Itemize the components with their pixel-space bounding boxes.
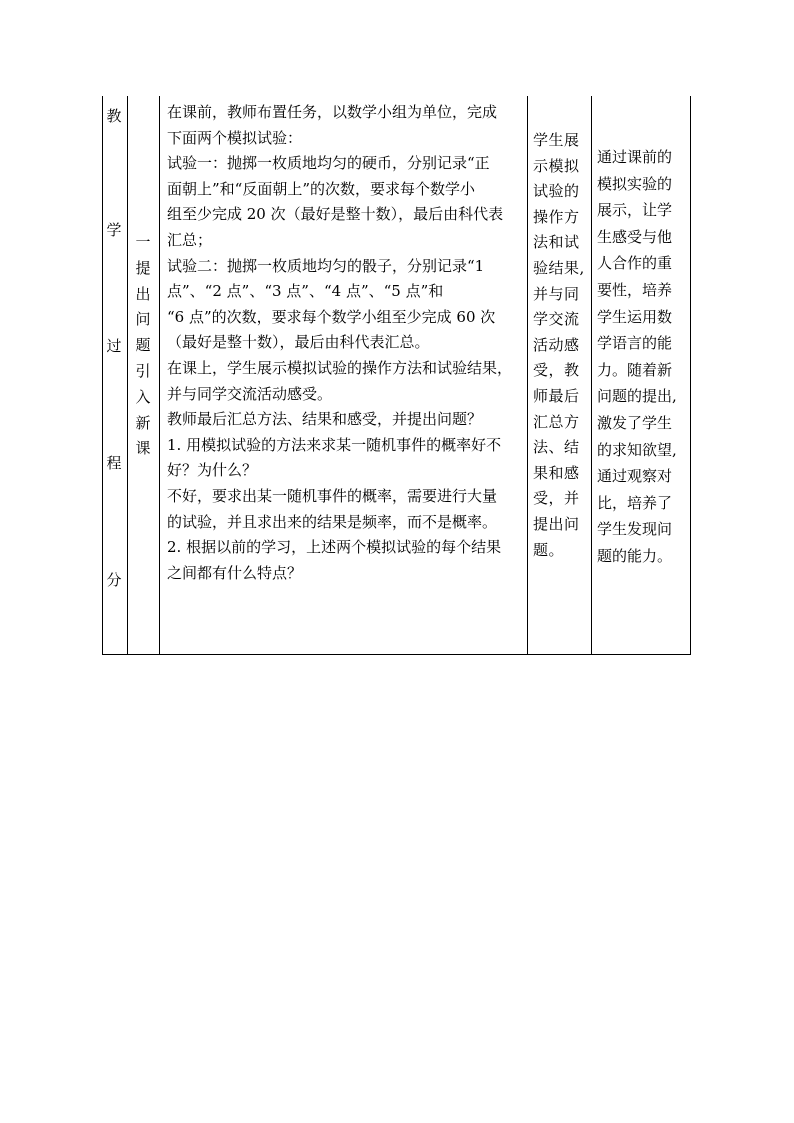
section-label-cell: [128, 230, 158, 462]
intent-line: 通过课前的: [597, 148, 673, 166]
activity-line: 学交流: [533, 310, 580, 329]
section-char: 题: [135, 336, 151, 355]
intent-line: 比，培养了: [597, 493, 673, 512]
intent-line: 通过观察对: [597, 467, 673, 486]
activity-line: 师最后: [533, 386, 580, 405]
stage-char: 过: [106, 337, 122, 355]
content-line: “6 点”的次数，要求每个数学小组至少完成 60 次: [167, 307, 496, 326]
activity-line: 受，并: [533, 489, 580, 508]
section-char: 新: [135, 413, 151, 432]
content-line: 试验二：抛掷一枚质地均匀的骰子，分别记录“1: [167, 256, 485, 275]
intent-line: 学语言的能: [597, 334, 673, 353]
activity-line: 学生展: [533, 131, 580, 149]
content-line: （最好是整十数），最后由科代表汇总。: [167, 333, 430, 352]
section-char: 提: [135, 258, 151, 277]
content-line: 并与同学交流活动感受。: [167, 384, 333, 403]
intent-line: 展示，让学: [597, 201, 673, 220]
content-line: 下面两个模拟试验：: [167, 128, 303, 147]
section-char: 问: [135, 310, 151, 329]
intent-line: 模拟实验的: [597, 174, 673, 193]
intent-line: 题的能力。: [597, 546, 673, 565]
student-activity-cell: [533, 128, 588, 563]
content-line: 组至少完成 20 次（最好是整十数），最后由科代表: [167, 205, 504, 224]
activity-line: 示模拟: [533, 156, 580, 175]
activity-line: 法、结: [533, 438, 580, 457]
content-line: 汇总；: [167, 230, 213, 249]
content-line: 好？为什么？: [167, 461, 258, 480]
table-border-bottom: [102, 654, 691, 655]
content-line: 2. 根据以前的学习，上述两个模拟试验的每个结果: [167, 538, 502, 557]
activity-line: 试验的: [533, 182, 580, 201]
activity-line: 操作方: [533, 207, 580, 226]
stage-char: 学: [106, 221, 122, 239]
stage-char: 教: [106, 107, 122, 125]
content-line: 点”、“2 点”、“3 点”、“4 点”、“5 点”和: [167, 282, 444, 301]
section-char: 一: [135, 233, 151, 251]
table-divider-3: [527, 96, 528, 655]
intent-line: 力。随着新: [597, 360, 673, 379]
activity-line: 汇总方: [533, 412, 580, 431]
activity-line: 并与同: [533, 284, 580, 303]
stage-char: 分: [106, 571, 122, 589]
intent-line: 的求知欲望,: [597, 440, 677, 459]
content-line: 教师最后汇总方法、结果和感受，并提出问题？: [167, 410, 483, 429]
section-char: 出: [135, 284, 151, 303]
intent-line: 激发了学生: [597, 413, 673, 432]
activity-line: 法和试: [533, 233, 580, 252]
content-line: 的试验，并且求出来的结果是频率，而不是概率。: [167, 512, 498, 531]
intent-line: 生感受与他: [597, 227, 673, 246]
activity-line: 受，教: [533, 361, 580, 380]
activity-line: 果和感: [533, 463, 580, 482]
teaching-content-cell: [167, 100, 522, 586]
activity-line: 题。: [533, 540, 565, 559]
content-line: 试验一：抛掷一枚质地均匀的硬币，分别记录“正: [167, 154, 490, 173]
table-divider-2: [159, 96, 160, 655]
section-char: 引: [135, 361, 151, 380]
content-line: 之间都有什么特点？: [167, 563, 303, 582]
intent-line: 人合作的重: [597, 254, 673, 273]
activity-line: 验结果,: [533, 258, 585, 277]
design-intent-cell: [597, 144, 688, 570]
table-divider-4: [591, 96, 592, 655]
content-line: 在课上，学生展示模拟试验的操作方法和试验结果，: [167, 358, 513, 377]
intent-line: 学生发现问: [597, 520, 673, 539]
activity-line: 活动感: [533, 335, 580, 354]
intent-line: 要性，培养: [597, 280, 673, 299]
intent-line: 问题的提出,: [597, 387, 677, 406]
content-line: 1. 用模拟试验的方法来求某一随机事件的概率好不: [167, 435, 502, 454]
intent-line: 学生运用数: [597, 307, 673, 326]
content-line: 不好，要求出某一随机事件的概率，需要进行大量: [167, 486, 498, 505]
table-border-right: [690, 96, 691, 655]
activity-line: 提出问: [533, 514, 580, 533]
content-line: 面朝上”和“反面朝上”的次数，要求每个数学小: [167, 179, 476, 198]
stage-label-cell: [103, 96, 125, 654]
section-char: 课: [135, 439, 151, 458]
content-line: 在课前，教师布置任务，以数学小组为单位，完成: [167, 103, 498, 121]
section-char: 入: [135, 387, 151, 406]
stage-char: 程: [106, 454, 122, 472]
